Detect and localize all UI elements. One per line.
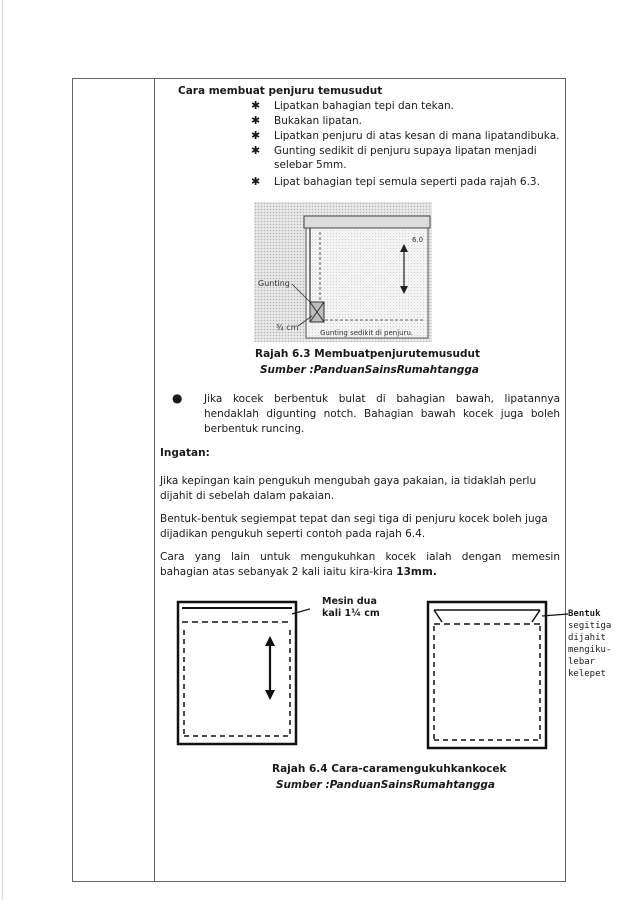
cm-label: ¾ cm (276, 323, 299, 332)
left-label-line1: Mesin dua (322, 596, 377, 607)
star-bullet-icon: ✱ (251, 144, 261, 157)
right-label-line5: lebar (568, 657, 596, 667)
ingatan-p3-line1: Cara yang lain untuk mengukuhkan kocek ialah dengan memesin (160, 551, 560, 563)
page-margin-line (2, 0, 3, 900)
right-label-line2: segitiga (568, 621, 612, 631)
figure-6-3-caption: Rajah 6.3 Membuatpenjurutemusudut (255, 348, 480, 360)
ingatan-title: Ingatan: (160, 447, 210, 459)
figure-6-4-source: Sumber :PanduanSainsRumahtangga (276, 779, 495, 791)
right-label-line6: kelepet (568, 669, 606, 679)
pocket-double-stitch-figure (170, 596, 310, 752)
column-divider (154, 78, 155, 882)
ingatan-p3-line2 (160, 565, 437, 580)
star-bullet-icon: ✱ (251, 175, 261, 188)
notch-label: Gunting sedikit di penjuru. (320, 329, 414, 337)
bullet-line-2: hendaklah digunting notch. Bahagian bawah kocek juga boleh (204, 408, 560, 420)
figure-6-4-caption: Rajah 6.4 Cara-caramengukuhkankocek (272, 763, 507, 775)
star-bullet-icon: ✱ (251, 99, 261, 112)
right-label-line4: mengiku- (568, 645, 612, 655)
ingatan-p2-line2: dijadikan pengukuh seperti contoh pada rajah 6.4. (160, 528, 426, 540)
figure-6-3-source: Sumber :PanduanSainsRumahtangga (260, 364, 479, 376)
corner-fold-photo (254, 202, 432, 342)
right-label-line1: Bentuk (568, 609, 601, 619)
right-label-line3: dijahit (568, 633, 606, 643)
pocket-triangle-figure (420, 596, 580, 756)
ingatan-p1-line1: Jika kepingan kain pengukuh mengubah gaya pakaian, ia tidaklah perlu (160, 475, 537, 487)
gunting-label: Gunting (258, 279, 290, 288)
star-bullet-icon: ✱ (251, 114, 261, 127)
ingatan-p3-measure: 13mm. (396, 566, 437, 578)
step-4: Gunting sedikit di penjuru supaya lipatan menjadi (274, 145, 537, 157)
ingatan-p1-line2: dijahit di sebelah dalam pakaian. (160, 490, 335, 502)
bullet-line-1: Jika kocek berbentuk bulat di bahagian bawah, lipatannya (204, 393, 560, 405)
step-4-continued: selebar 5mm. (274, 159, 347, 171)
step-1: Lipatkan bahagian tepi dan tekan. (274, 100, 454, 112)
left-label-line2: kali 1¼ cm (322, 608, 380, 619)
ingatan-p2-line1: Bentuk-bentuk segiempat tepat dan segi tiga di penjuru kocek boleh juga (160, 513, 548, 525)
bullet-line-3: berbentuk runcing. (204, 423, 305, 435)
ingatan-p3-text: bahagian atas sebanyak 2 kali iaitu kira-kira (160, 566, 397, 578)
corner-label: 6.0 (412, 236, 424, 244)
bullet-dot-icon: ● (172, 391, 183, 405)
section-heading: Cara membuat penjuru temusudut (178, 85, 383, 97)
step-2: Bukakan lipatan. (274, 115, 362, 127)
step-3: Lipatkan penjuru di atas kesan di mana lipatandibuka. (274, 130, 560, 142)
star-bullet-icon: ✱ (251, 129, 261, 142)
step-5: Lipat bahagian tepi semula seperti pada rajah 6.3. (274, 176, 540, 188)
